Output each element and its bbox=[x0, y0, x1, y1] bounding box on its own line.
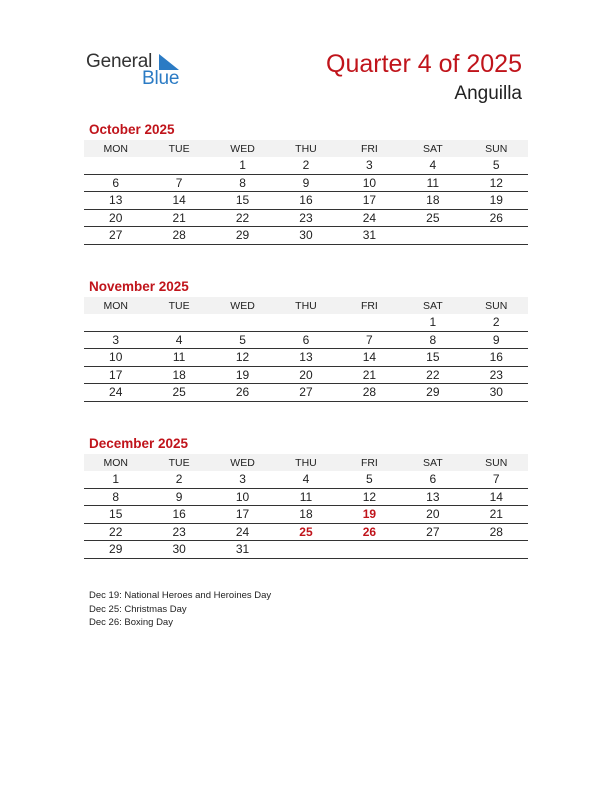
day-cell: 21 bbox=[147, 209, 210, 227]
weekday-header: THU bbox=[274, 297, 337, 314]
day-cell: 10 bbox=[211, 488, 274, 506]
day-cell: 12 bbox=[211, 349, 274, 367]
day-cell: 7 bbox=[338, 331, 401, 349]
month-title: October 2025 bbox=[89, 122, 175, 137]
empty-day-cell bbox=[274, 314, 337, 331]
day-cell: 25 bbox=[147, 384, 210, 402]
day-cell: 21 bbox=[465, 506, 528, 524]
empty-day-cell bbox=[465, 227, 528, 245]
day-cell: 29 bbox=[84, 541, 147, 559]
day-cell: 10 bbox=[338, 174, 401, 192]
month-title: December 2025 bbox=[89, 436, 189, 451]
day-cell: 29 bbox=[401, 384, 464, 402]
day-cell: 2 bbox=[465, 314, 528, 331]
day-cell: 24 bbox=[84, 384, 147, 402]
day-cell: 15 bbox=[84, 506, 147, 524]
day-cell: 5 bbox=[465, 157, 528, 174]
day-cell: 6 bbox=[84, 174, 147, 192]
week-row bbox=[84, 366, 528, 384]
week-row bbox=[84, 471, 528, 488]
weekday-header: WED bbox=[211, 454, 274, 471]
weekday-header: WED bbox=[211, 140, 274, 157]
empty-day-cell bbox=[84, 157, 147, 174]
weekday-header: FRI bbox=[338, 454, 401, 471]
day-cell: 28 bbox=[147, 227, 210, 245]
empty-day-cell bbox=[465, 541, 528, 559]
day-cell: 4 bbox=[401, 157, 464, 174]
week-row bbox=[84, 227, 528, 245]
day-cell: 27 bbox=[401, 523, 464, 541]
day-cell: 11 bbox=[274, 488, 337, 506]
day-cell: 18 bbox=[274, 506, 337, 524]
day-cell: 6 bbox=[401, 471, 464, 488]
week-row bbox=[84, 157, 528, 174]
week-row bbox=[84, 384, 528, 402]
day-cell: 22 bbox=[84, 523, 147, 541]
day-cell: 25 bbox=[274, 523, 337, 541]
empty-day-cell bbox=[338, 314, 401, 331]
day-cell: 8 bbox=[84, 488, 147, 506]
week-row bbox=[84, 523, 528, 541]
weekday-header: MON bbox=[84, 297, 147, 314]
empty-day-cell bbox=[211, 314, 274, 331]
weekday-header: FRI bbox=[338, 140, 401, 157]
weekday-header-row bbox=[84, 454, 528, 471]
holiday-note: Dec 19: National Heroes and Heroines Day bbox=[89, 590, 272, 601]
day-cell: 30 bbox=[465, 384, 528, 402]
day-cell: 7 bbox=[147, 174, 210, 192]
day-cell: 31 bbox=[211, 541, 274, 559]
day-cell: 23 bbox=[465, 366, 528, 384]
month-calendar bbox=[84, 279, 528, 402]
day-cell: 7 bbox=[465, 471, 528, 488]
day-cell: 17 bbox=[84, 366, 147, 384]
day-cell: 9 bbox=[465, 331, 528, 349]
day-cell: 11 bbox=[147, 349, 210, 367]
weekday-header: SUN bbox=[465, 454, 528, 471]
day-cell: 15 bbox=[401, 349, 464, 367]
day-cell: 10 bbox=[84, 349, 147, 367]
month-calendar bbox=[84, 436, 528, 559]
week-row bbox=[84, 174, 528, 192]
week-row bbox=[84, 192, 528, 210]
day-cell: 21 bbox=[338, 366, 401, 384]
day-cell: 20 bbox=[84, 209, 147, 227]
day-cell: 14 bbox=[338, 349, 401, 367]
month-table bbox=[84, 297, 528, 402]
page-title: Quarter 4 of 2025 bbox=[326, 50, 522, 78]
day-cell: 17 bbox=[211, 506, 274, 524]
day-cell: 9 bbox=[274, 174, 337, 192]
day-cell: 12 bbox=[465, 174, 528, 192]
empty-day-cell bbox=[147, 314, 210, 331]
day-cell: 3 bbox=[211, 471, 274, 488]
day-cell: 23 bbox=[147, 523, 210, 541]
empty-day-cell bbox=[147, 157, 210, 174]
day-cell: 16 bbox=[147, 506, 210, 524]
month-table bbox=[84, 140, 528, 245]
day-cell: 13 bbox=[84, 192, 147, 210]
country-name: Anguilla bbox=[454, 83, 522, 104]
week-row bbox=[84, 349, 528, 367]
day-cell: 18 bbox=[401, 192, 464, 210]
weekday-header: WED bbox=[211, 297, 274, 314]
weekday-header: SUN bbox=[465, 140, 528, 157]
day-cell: 26 bbox=[465, 209, 528, 227]
weekday-header: MON bbox=[84, 140, 147, 157]
day-cell: 27 bbox=[84, 227, 147, 245]
day-cell: 2 bbox=[147, 471, 210, 488]
weekday-header-row bbox=[84, 297, 528, 314]
day-cell: 19 bbox=[465, 192, 528, 210]
week-row bbox=[84, 314, 528, 331]
empty-day-cell bbox=[401, 541, 464, 559]
weekday-header: THU bbox=[274, 454, 337, 471]
day-cell: 4 bbox=[274, 471, 337, 488]
day-cell: 24 bbox=[211, 523, 274, 541]
logo-text-blue: Blue bbox=[142, 68, 180, 89]
day-cell: 29 bbox=[211, 227, 274, 245]
day-cell: 5 bbox=[338, 471, 401, 488]
day-cell: 19 bbox=[211, 366, 274, 384]
holiday-note: Dec 26: Boxing Day bbox=[89, 617, 173, 628]
weekday-header: TUE bbox=[147, 454, 210, 471]
day-cell: 3 bbox=[338, 157, 401, 174]
empty-day-cell bbox=[84, 314, 147, 331]
empty-day-cell bbox=[338, 541, 401, 559]
week-row bbox=[84, 209, 528, 227]
day-cell: 17 bbox=[338, 192, 401, 210]
day-cell: 6 bbox=[274, 331, 337, 349]
day-cell: 14 bbox=[465, 488, 528, 506]
day-cell: 30 bbox=[147, 541, 210, 559]
weekday-header: SUN bbox=[465, 297, 528, 314]
day-cell: 13 bbox=[401, 488, 464, 506]
week-row bbox=[84, 541, 528, 559]
month-table bbox=[84, 454, 528, 559]
day-cell: 19 bbox=[338, 506, 401, 524]
day-cell: 31 bbox=[338, 227, 401, 245]
generalblue-logo bbox=[86, 51, 186, 91]
holiday-notes bbox=[89, 589, 271, 630]
day-cell: 26 bbox=[211, 384, 274, 402]
weekday-header-row bbox=[84, 140, 528, 157]
day-cell: 25 bbox=[401, 209, 464, 227]
day-cell: 3 bbox=[84, 331, 147, 349]
day-cell: 8 bbox=[401, 331, 464, 349]
day-cell: 16 bbox=[274, 192, 337, 210]
day-cell: 11 bbox=[401, 174, 464, 192]
empty-day-cell bbox=[274, 541, 337, 559]
empty-day-cell bbox=[401, 227, 464, 245]
day-cell: 12 bbox=[338, 488, 401, 506]
day-cell: 24 bbox=[338, 209, 401, 227]
day-cell: 14 bbox=[147, 192, 210, 210]
weekday-header: SAT bbox=[401, 140, 464, 157]
day-cell: 22 bbox=[211, 209, 274, 227]
day-cell: 1 bbox=[211, 157, 274, 174]
weekday-header: TUE bbox=[147, 140, 210, 157]
day-cell: 23 bbox=[274, 209, 337, 227]
day-cell: 13 bbox=[274, 349, 337, 367]
day-cell: 8 bbox=[211, 174, 274, 192]
weekday-header: SAT bbox=[401, 297, 464, 314]
weekday-header: TUE bbox=[147, 297, 210, 314]
day-cell: 27 bbox=[274, 384, 337, 402]
holiday-note: Dec 25: Christmas Day bbox=[89, 603, 187, 615]
day-cell: 20 bbox=[401, 506, 464, 524]
day-cell: 9 bbox=[147, 488, 210, 506]
day-cell: 5 bbox=[211, 331, 274, 349]
day-cell: 28 bbox=[465, 523, 528, 541]
day-cell: 2 bbox=[274, 157, 337, 174]
day-cell: 1 bbox=[84, 471, 147, 488]
day-cell: 16 bbox=[465, 349, 528, 367]
day-cell: 1 bbox=[401, 314, 464, 331]
day-cell: 18 bbox=[147, 366, 210, 384]
day-cell: 20 bbox=[274, 366, 337, 384]
day-cell: 15 bbox=[211, 192, 274, 210]
day-cell: 28 bbox=[338, 384, 401, 402]
week-row bbox=[84, 331, 528, 349]
weekday-header: MON bbox=[84, 454, 147, 471]
day-cell: 22 bbox=[401, 366, 464, 384]
day-cell: 30 bbox=[274, 227, 337, 245]
week-row bbox=[84, 506, 528, 524]
month-calendar bbox=[84, 122, 528, 245]
weekday-header: THU bbox=[274, 140, 337, 157]
day-cell: 4 bbox=[147, 331, 210, 349]
weekday-header: FRI bbox=[338, 297, 401, 314]
day-cell: 26 bbox=[338, 523, 401, 541]
month-title: November 2025 bbox=[89, 279, 189, 294]
week-row bbox=[84, 488, 528, 506]
weekday-header: SAT bbox=[401, 454, 464, 471]
logo-text-general: General bbox=[86, 51, 153, 72]
